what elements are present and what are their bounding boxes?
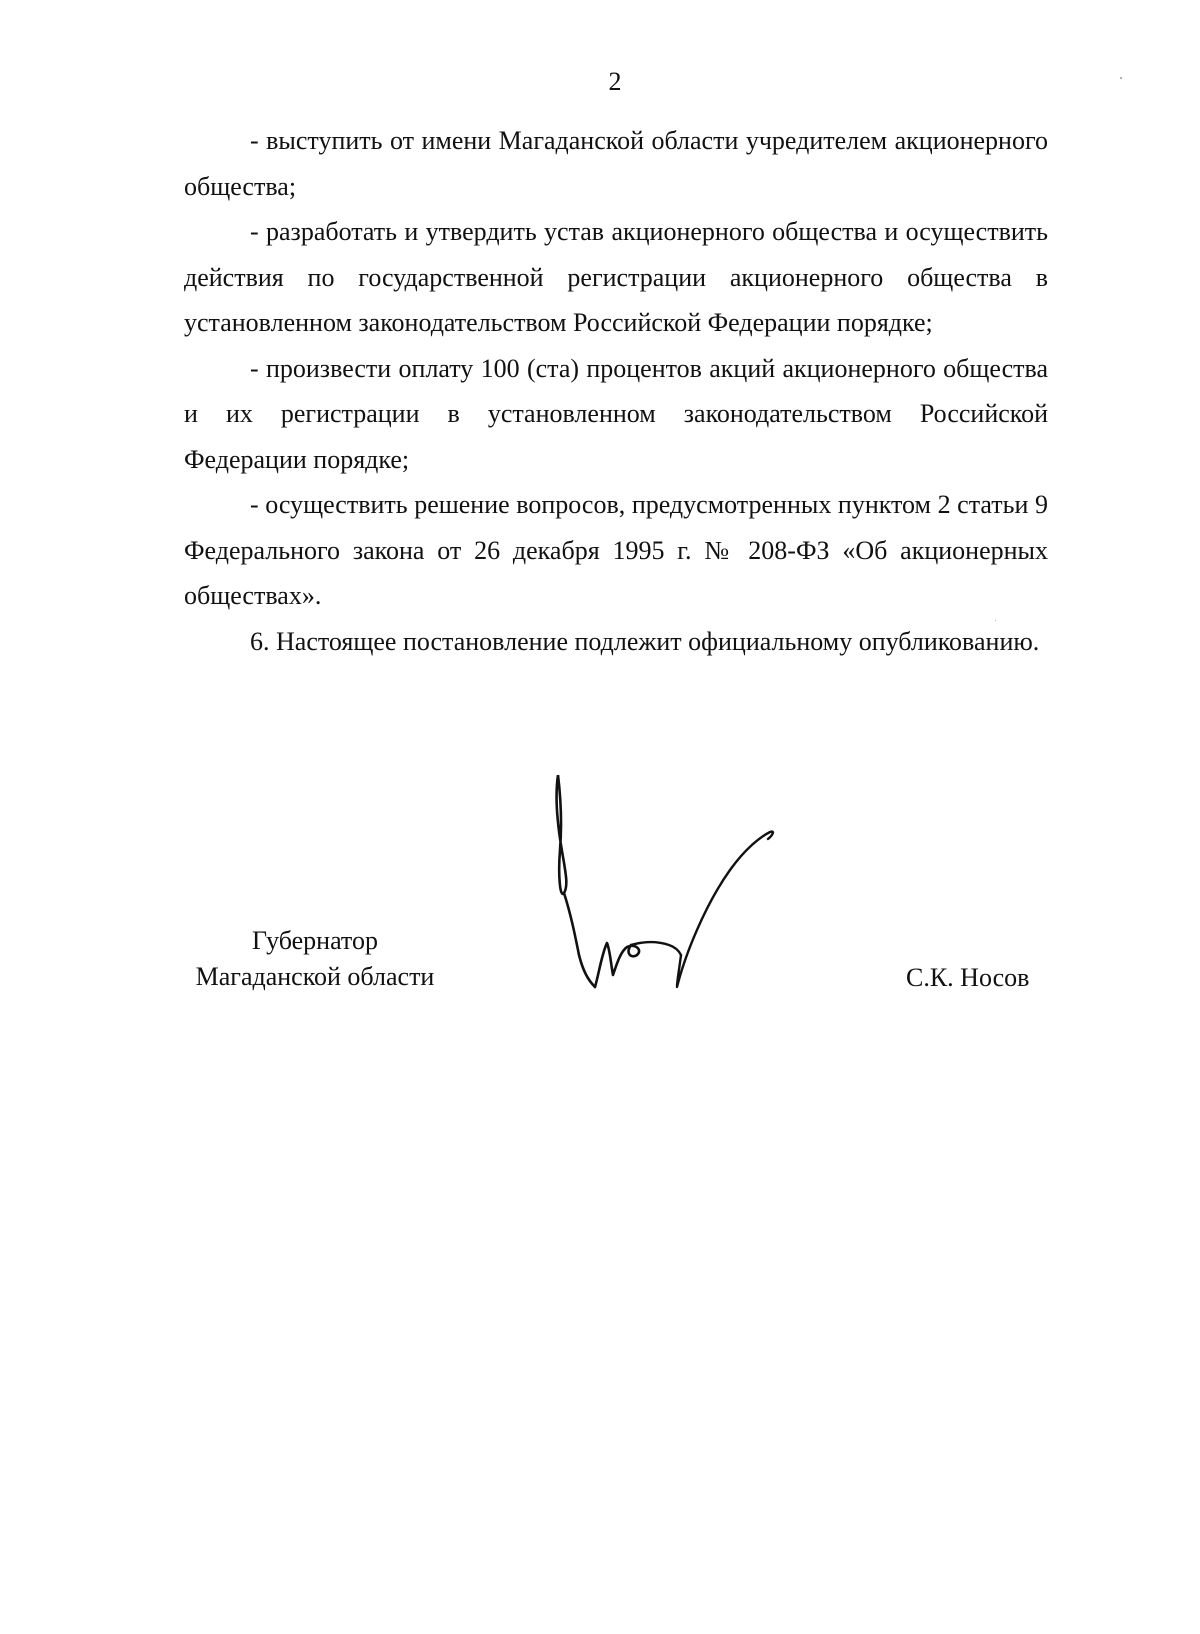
signatory-title bbox=[185, 923, 445, 995]
scan-speck bbox=[1120, 77, 1122, 79]
handwritten-signature bbox=[555, 775, 800, 1005]
signatory-title-line-2: Магаданской области bbox=[195, 962, 435, 991]
page-number: 2 bbox=[608, 67, 622, 96]
signatory-title-line-1: Губернатор bbox=[252, 926, 378, 955]
paragraph-questions: - осуществить решение вопросов, предусмотренных пунктом 2 статьи 9 Федерального закона от 26 декабря 1995 г. № 208-ФЗ «Об акционерных обществах». bbox=[184, 490, 1048, 610]
paragraph-publication: 6. Настоящее постановление подлежит официальному опубликованию. bbox=[250, 626, 1040, 656]
signatory-name: С.К. Носов bbox=[906, 963, 1030, 992]
scan-speck bbox=[995, 620, 996, 621]
document-body bbox=[184, 118, 1048, 664]
paragraph-payment: - произвести оплату 100 (ста) процентов акций акционерного общества и их регистрации в установленном законодательством Российской Федерации порядке; bbox=[184, 353, 1048, 474]
paragraph-founder: - выступить от имени Магаданской области учредителем акционерного общества; bbox=[184, 126, 1048, 201]
paragraph-charter: - разработать и утвердить устав акционерного общества и осуществить действия по государственной регистрации акционерного общества в установленном законодательством Российской Федерации порядке; bbox=[184, 217, 1048, 337]
